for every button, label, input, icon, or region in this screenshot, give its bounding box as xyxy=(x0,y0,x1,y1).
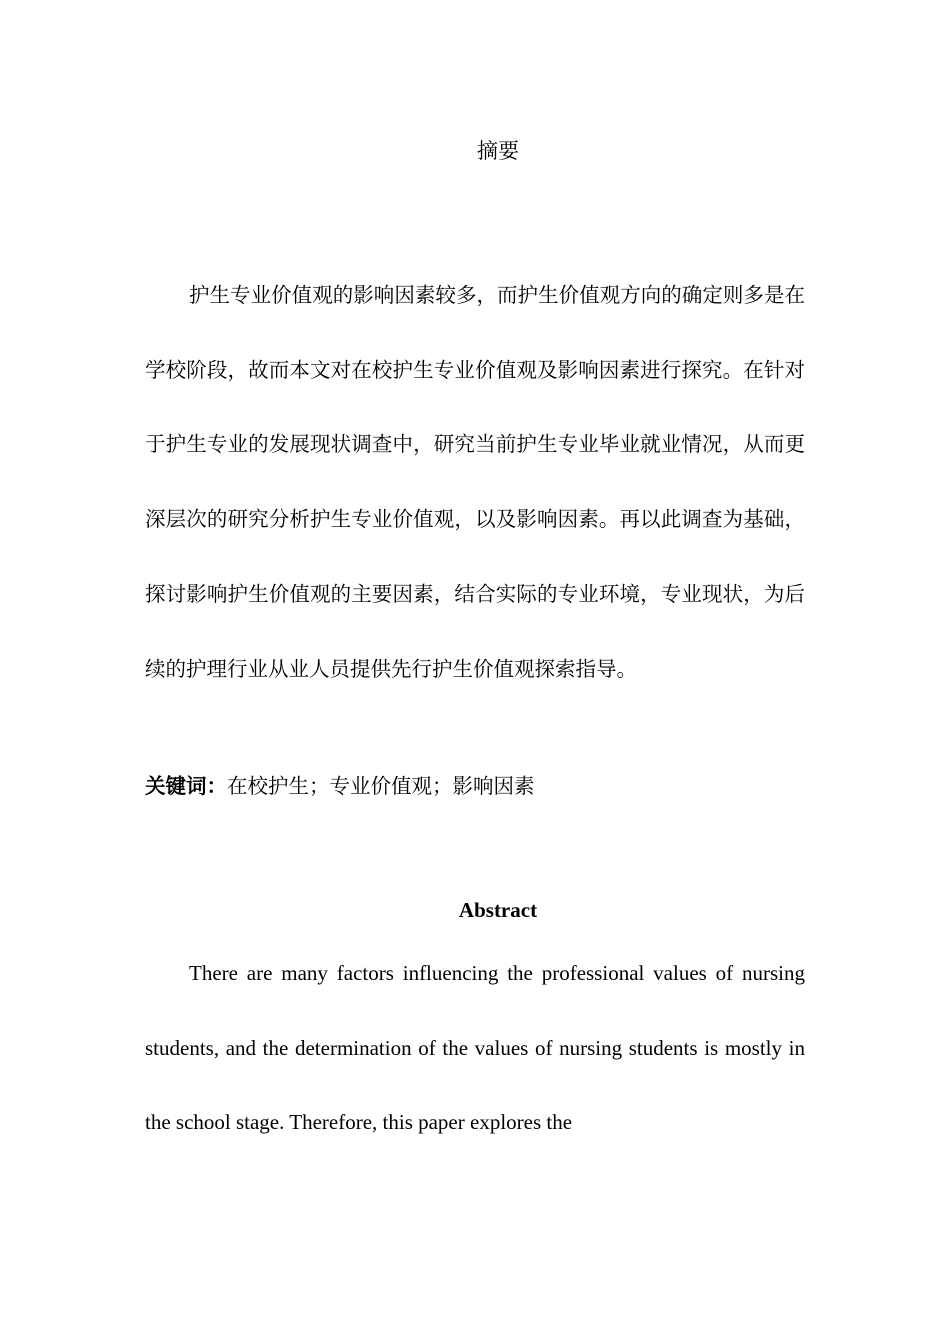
english-abstract-body: There are many factors influencing the professional values of nursing students, and the determination of the values of nursing students is mostly in the school stage. Therefore, this paper explores the xyxy=(145,961,805,1135)
keywords-text: 在校护生；专业价值观；影响因素 xyxy=(227,774,535,798)
chinese-keywords-line xyxy=(145,770,805,802)
chinese-abstract-body: 护生专业价值观的影响因素较多，而护生价值观方向的确定则多是在学校阶段，故而本文对在校护生专业价值观及影响因素进行探究。在针对于护生专业的发展现状调查中，研究当前护生专业毕业就业情况，从而更深层次的研究分析护生专业价值观，以及影响因素。再以此调查为基础，探讨影响护生价值观的主要因素，结合实际的专业环境，专业现状，为后续的护理行业从业人员提供先行护生价值观探索指导。 xyxy=(145,283,805,681)
english-abstract-title: Abstract xyxy=(458,898,538,922)
keywords-label: 关键词： xyxy=(145,774,227,798)
chinese-abstract-title: 摘要 xyxy=(477,139,519,163)
